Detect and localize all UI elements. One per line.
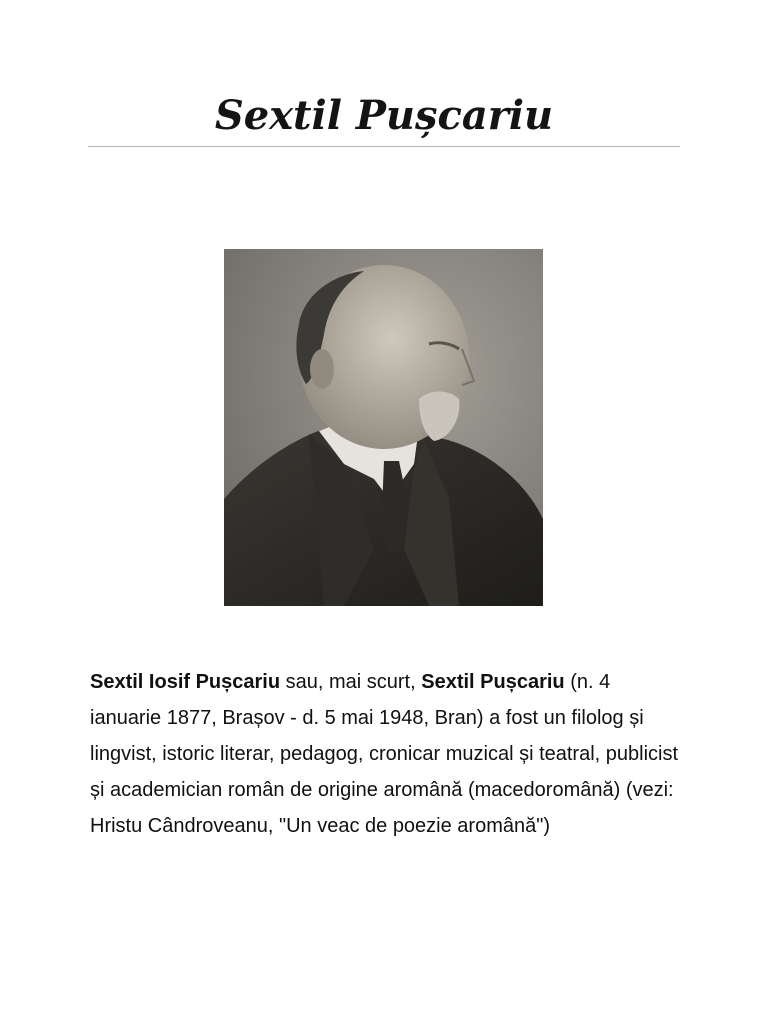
page-title: Sextil Pușcariu [214,92,554,139]
bio-text-1: sau, mai scurt, [280,671,422,693]
bio-full-name: Sextil Iosif Pușcariu [90,671,281,693]
bio-text-2: (n. 4 ianuarie 1877, Brașov - d. 5 mai 1948, Bran) a fost un filolog și lingvist, istoric literar, pedagog, cronicar muzical și teatral, publicist și academician român de origine aromână (macedoromână) (vezi: Hristu Cândroveanu, "Un veac de poezie aromână") [90,671,679,837]
bio-short-name: Sextil Pușcariu [421,671,565,693]
title-divider [88,146,680,147]
bio-paragraph [90,664,682,844]
portrait-photo [224,249,543,606]
